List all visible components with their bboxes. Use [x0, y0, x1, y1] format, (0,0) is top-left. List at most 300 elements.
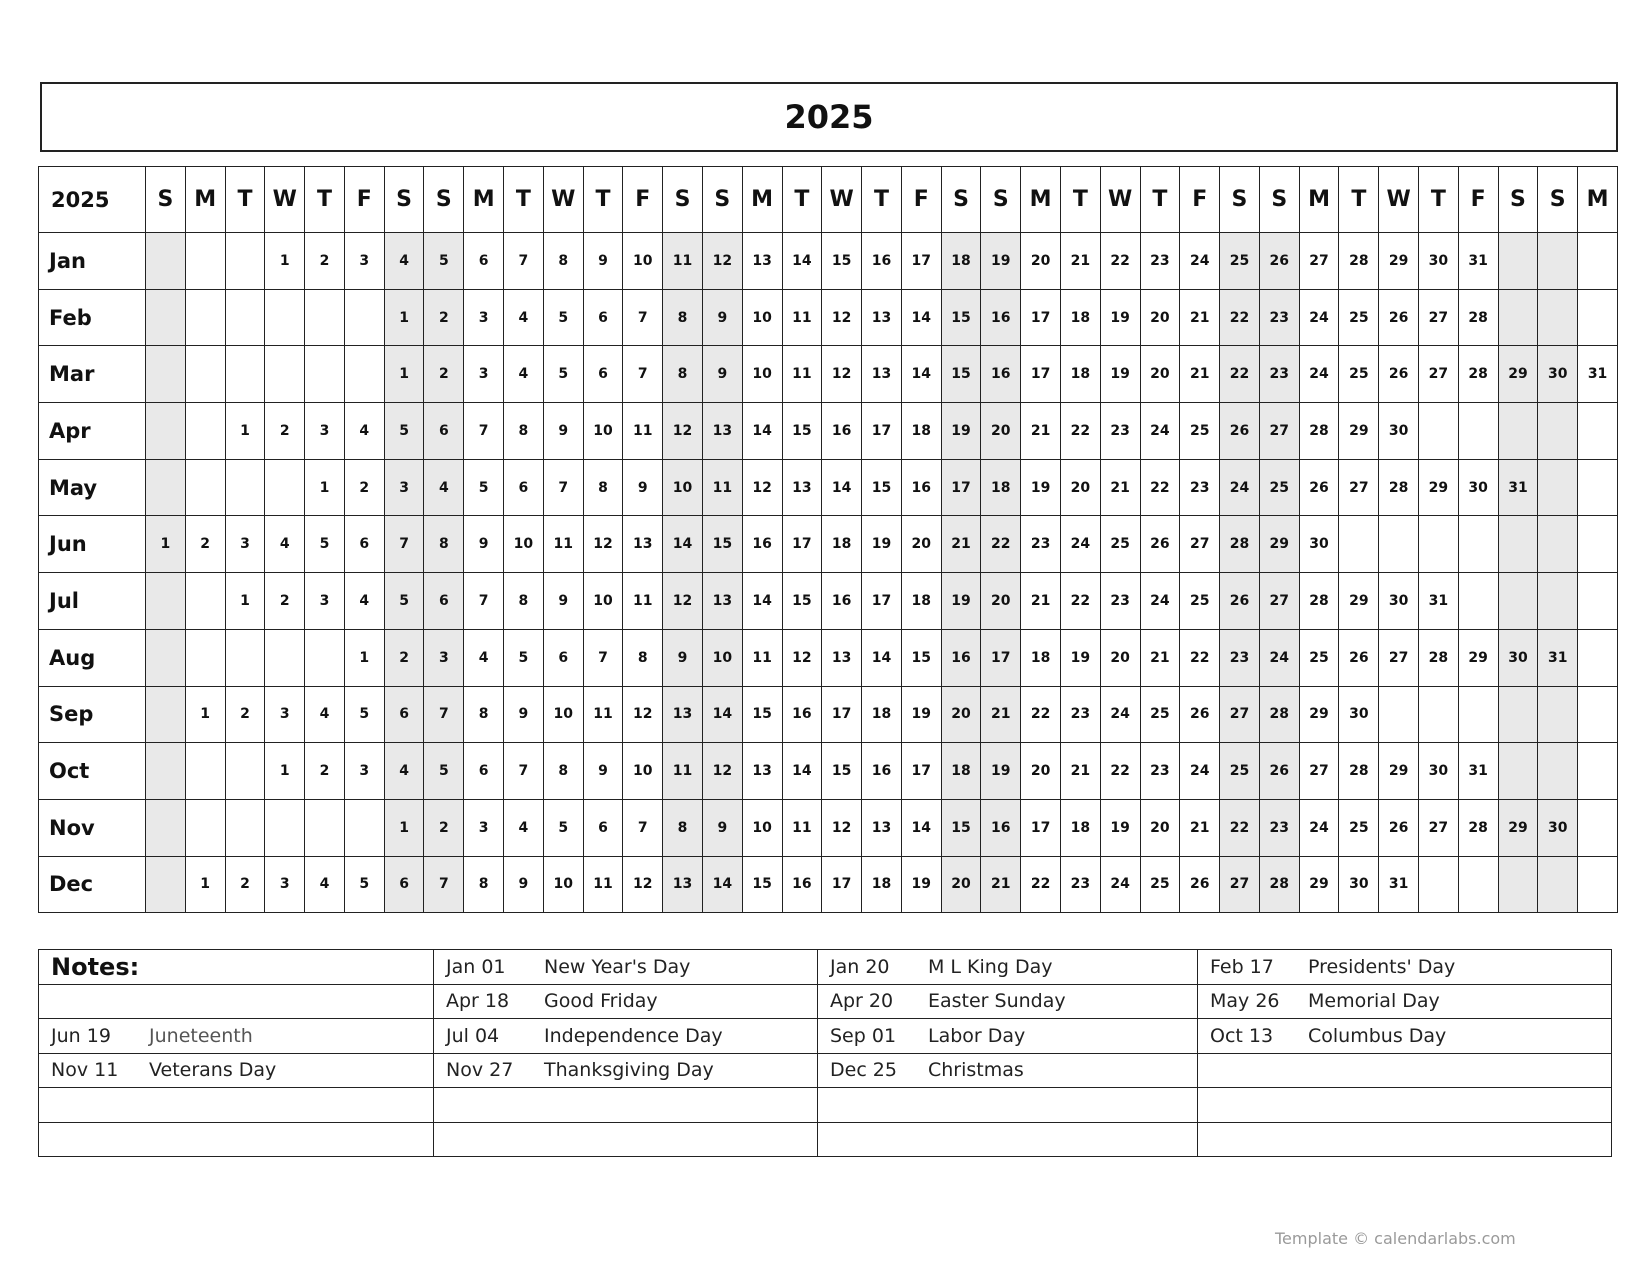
day-cell: 11 [782, 346, 822, 403]
empty-day-cell [185, 289, 225, 346]
weekday-header: S [1220, 167, 1260, 233]
day-cell: 30 [1379, 573, 1419, 630]
day-cell: 7 [464, 403, 504, 460]
empty-day-cell [305, 799, 345, 856]
day-cell: 24 [1140, 573, 1180, 630]
day-cell: 29 [1299, 856, 1339, 913]
day-cell: 18 [1060, 346, 1100, 403]
holiday-name: Juneteenth [149, 1024, 253, 1047]
day-cell: 27 [1180, 516, 1220, 573]
month-row-feb [39, 289, 1618, 346]
day-cell: 26 [1259, 233, 1299, 290]
note-blank-cell [1198, 1088, 1612, 1123]
month-label: Oct [39, 743, 146, 800]
day-cell: 25 [1140, 856, 1180, 913]
day-cell: 29 [1419, 459, 1459, 516]
empty-day-cell [1419, 403, 1459, 460]
day-cell: 12 [623, 686, 663, 743]
day-cell: 7 [464, 573, 504, 630]
day-cell: 1 [225, 403, 265, 460]
day-cell: 26 [1299, 459, 1339, 516]
day-cell: 16 [782, 686, 822, 743]
day-cell: 17 [822, 686, 862, 743]
holiday-date: Apr 20 [830, 990, 894, 1013]
day-cell: 11 [623, 573, 663, 630]
holiday-date: Oct 13 [1210, 1024, 1274, 1047]
day-cell: 21 [1180, 346, 1220, 403]
day-cell: 3 [225, 516, 265, 573]
day-cell: 3 [305, 403, 345, 460]
holiday-name: Presidents' Day [1308, 955, 1456, 978]
empty-day-cell [1458, 403, 1498, 460]
day-cell: 28 [1299, 573, 1339, 630]
day-cell: 27 [1419, 289, 1459, 346]
day-cell: 20 [941, 856, 981, 913]
day-cell: 9 [583, 233, 623, 290]
day-cell: 14 [742, 573, 782, 630]
day-cell: 9 [504, 686, 544, 743]
day-cell: 1 [185, 856, 225, 913]
empty-day-cell [265, 629, 305, 686]
day-cell: 12 [663, 403, 703, 460]
month-label: Mar [39, 346, 146, 403]
notes-row [39, 984, 1612, 1019]
day-cell: 30 [1419, 743, 1459, 800]
empty-day-cell [1578, 856, 1618, 913]
day-cell: 8 [504, 403, 544, 460]
day-cell: 23 [1259, 799, 1299, 856]
day-cell: 7 [623, 346, 663, 403]
day-cell: 4 [344, 573, 384, 630]
day-cell: 19 [941, 573, 981, 630]
day-cell: 1 [384, 289, 424, 346]
day-cell: 25 [1180, 403, 1220, 460]
day-cell: 24 [1100, 856, 1140, 913]
day-cell: 17 [941, 459, 981, 516]
day-cell: 8 [623, 629, 663, 686]
day-cell: 30 [1379, 403, 1419, 460]
day-cell: 29 [1259, 516, 1299, 573]
day-cell: 2 [305, 743, 345, 800]
day-cell: 9 [543, 573, 583, 630]
day-cell: 26 [1220, 403, 1260, 460]
month-label: Sep [39, 686, 146, 743]
day-cell: 26 [1379, 346, 1419, 403]
day-cell: 5 [344, 856, 384, 913]
day-cell: 26 [1140, 516, 1180, 573]
empty-day-cell [185, 403, 225, 460]
day-cell: 27 [1259, 573, 1299, 630]
weekday-header: T [782, 167, 822, 233]
day-cell: 6 [583, 346, 623, 403]
empty-day-cell [1538, 403, 1578, 460]
day-cell: 8 [543, 233, 583, 290]
weekday-header: S [424, 167, 464, 233]
note-blank-cell [434, 1122, 818, 1157]
day-cell: 27 [1419, 346, 1459, 403]
day-cell: 28 [1259, 686, 1299, 743]
day-cell: 30 [1458, 459, 1498, 516]
day-cell: 18 [901, 573, 941, 630]
day-cell: 14 [862, 629, 902, 686]
day-cell: 20 [1140, 346, 1180, 403]
day-cell: 1 [265, 233, 305, 290]
empty-day-cell [1538, 516, 1578, 573]
day-cell: 18 [1060, 289, 1100, 346]
empty-day-cell [1578, 573, 1618, 630]
day-cell: 8 [504, 573, 544, 630]
day-cell: 4 [305, 686, 345, 743]
day-cell: 5 [464, 459, 504, 516]
day-cell: 10 [742, 799, 782, 856]
day-cell: 2 [305, 233, 345, 290]
day-cell: 28 [1339, 743, 1379, 800]
day-cell: 25 [1180, 573, 1220, 630]
notes-row [39, 1088, 1612, 1123]
empty-day-cell [1498, 516, 1538, 573]
day-cell: 7 [384, 516, 424, 573]
day-cell: 7 [623, 289, 663, 346]
day-cell: 20 [941, 686, 981, 743]
day-cell: 9 [702, 289, 742, 346]
day-cell: 24 [1220, 459, 1260, 516]
day-cell: 11 [583, 686, 623, 743]
day-cell: 19 [941, 403, 981, 460]
day-cell: 23 [1100, 573, 1140, 630]
day-cell: 13 [702, 403, 742, 460]
day-cell: 22 [1220, 289, 1260, 346]
day-cell: 24 [1180, 233, 1220, 290]
day-cell: 28 [1339, 233, 1379, 290]
day-cell: 18 [822, 516, 862, 573]
note-blank-cell [434, 1088, 818, 1123]
holiday-entry [434, 1053, 818, 1088]
day-cell: 11 [583, 856, 623, 913]
day-cell: 26 [1180, 856, 1220, 913]
day-cell: 12 [702, 233, 742, 290]
day-cell: 18 [1060, 799, 1100, 856]
day-cell: 23 [1259, 346, 1299, 403]
month-label: Nov [39, 799, 146, 856]
holiday-name: M L King Day [928, 955, 1053, 978]
note-blank-cell [1198, 1053, 1612, 1088]
weekday-header: S [146, 167, 186, 233]
day-cell: 15 [782, 403, 822, 460]
weekday-header: T [1060, 167, 1100, 233]
day-cell: 16 [822, 573, 862, 630]
day-cell: 17 [901, 743, 941, 800]
month-label: Jan [39, 233, 146, 290]
weekday-header: W [822, 167, 862, 233]
day-cell: 13 [702, 573, 742, 630]
month-row-dec [39, 856, 1618, 913]
day-cell: 19 [862, 516, 902, 573]
day-cell: 6 [464, 233, 504, 290]
day-cell: 9 [702, 799, 742, 856]
empty-day-cell [1458, 516, 1498, 573]
empty-day-cell [1458, 686, 1498, 743]
day-cell: 14 [901, 346, 941, 403]
weekday-header: F [623, 167, 663, 233]
empty-day-cell [1578, 629, 1618, 686]
day-cell: 7 [583, 629, 623, 686]
day-cell: 1 [384, 346, 424, 403]
day-cell: 5 [384, 573, 424, 630]
day-cell: 13 [623, 516, 663, 573]
weekday-header: W [265, 167, 305, 233]
empty-day-cell [225, 289, 265, 346]
holiday-date: Jul 04 [446, 1024, 500, 1047]
holiday-entry [39, 1053, 434, 1088]
day-cell: 16 [981, 289, 1021, 346]
day-cell: 26 [1259, 743, 1299, 800]
empty-day-cell [185, 799, 225, 856]
day-cell: 9 [623, 459, 663, 516]
empty-day-cell [305, 289, 345, 346]
day-cell: 7 [504, 233, 544, 290]
day-cell: 19 [901, 856, 941, 913]
day-cell: 4 [504, 346, 544, 403]
day-cell: 27 [1419, 799, 1459, 856]
note-blank-cell [1198, 1122, 1612, 1157]
day-cell: 3 [384, 459, 424, 516]
notes-table [38, 949, 1612, 1157]
day-cell: 26 [1379, 289, 1419, 346]
notes-row [39, 1053, 1612, 1088]
day-cell: 22 [1100, 233, 1140, 290]
day-cell: 4 [504, 289, 544, 346]
day-cell: 1 [185, 686, 225, 743]
day-cell: 26 [1180, 686, 1220, 743]
holiday-name: Easter Sunday [928, 990, 1066, 1013]
day-cell: 3 [344, 233, 384, 290]
weekday-header: S [663, 167, 703, 233]
day-cell: 8 [663, 799, 703, 856]
empty-day-cell [225, 233, 265, 290]
day-cell: 25 [1259, 459, 1299, 516]
day-cell: 14 [822, 459, 862, 516]
day-cell: 24 [1299, 346, 1339, 403]
day-cell: 21 [941, 516, 981, 573]
day-cell: 4 [265, 516, 305, 573]
day-cell: 1 [344, 629, 384, 686]
holiday-date: Nov 27 [446, 1059, 514, 1082]
day-cell: 9 [702, 346, 742, 403]
empty-day-cell [225, 799, 265, 856]
holiday-entry [818, 1053, 1198, 1088]
day-cell: 3 [344, 743, 384, 800]
day-cell: 27 [1259, 403, 1299, 460]
day-cell: 8 [424, 516, 464, 573]
day-cell: 25 [1100, 516, 1140, 573]
day-cell: 10 [504, 516, 544, 573]
day-cell: 13 [862, 799, 902, 856]
day-cell: 14 [663, 516, 703, 573]
day-cell: 10 [742, 289, 782, 346]
empty-day-cell [1339, 516, 1379, 573]
weekday-header: S [1538, 167, 1578, 233]
day-cell: 13 [862, 289, 902, 346]
empty-day-cell [344, 346, 384, 403]
footer-credit: Template © calendarlabs.com [1275, 1229, 1516, 1248]
month-row-apr [39, 403, 1618, 460]
day-cell: 8 [583, 459, 623, 516]
day-cell: 7 [543, 459, 583, 516]
day-cell: 2 [424, 799, 464, 856]
day-cell: 28 [1458, 799, 1498, 856]
month-row-nov [39, 799, 1618, 856]
day-cell: 25 [1339, 289, 1379, 346]
day-cell: 31 [1498, 459, 1538, 516]
day-cell: 29 [1379, 743, 1419, 800]
day-cell: 29 [1339, 403, 1379, 460]
day-cell: 25 [1339, 346, 1379, 403]
day-cell: 17 [862, 403, 902, 460]
day-cell: 21 [1060, 233, 1100, 290]
month-row-jan [39, 233, 1618, 290]
day-cell: 21 [1021, 403, 1061, 460]
day-cell: 19 [1100, 289, 1140, 346]
day-cell: 15 [941, 799, 981, 856]
holiday-entry [434, 950, 818, 985]
month-row-sep [39, 686, 1618, 743]
month-label: Feb [39, 289, 146, 346]
holiday-name: Labor Day [928, 1024, 1026, 1047]
day-cell: 31 [1578, 346, 1618, 403]
empty-day-cell [1538, 856, 1578, 913]
month-label: May [39, 459, 146, 516]
day-cell: 22 [1220, 799, 1260, 856]
day-cell: 25 [1299, 629, 1339, 686]
day-cell: 31 [1379, 856, 1419, 913]
day-cell: 16 [862, 743, 902, 800]
empty-day-cell [225, 346, 265, 403]
weekday-header: F [901, 167, 941, 233]
empty-day-cell [225, 459, 265, 516]
day-cell: 13 [742, 743, 782, 800]
day-cell: 1 [265, 743, 305, 800]
empty-day-cell [146, 799, 186, 856]
day-cell: 10 [583, 403, 623, 460]
day-cell: 6 [424, 573, 464, 630]
day-cell: 3 [464, 289, 504, 346]
holiday-name: Independence Day [544, 1024, 723, 1047]
weekday-header: F [344, 167, 384, 233]
day-cell: 24 [1180, 743, 1220, 800]
note-blank-cell [39, 984, 434, 1019]
day-cell: 4 [424, 459, 464, 516]
empty-day-cell [344, 289, 384, 346]
holiday-date: Jan 20 [830, 955, 890, 978]
day-cell: 11 [782, 799, 822, 856]
day-cell: 15 [941, 346, 981, 403]
day-cell: 5 [543, 289, 583, 346]
day-cell: 21 [1180, 799, 1220, 856]
day-cell: 29 [1299, 686, 1339, 743]
empty-day-cell [1538, 686, 1578, 743]
day-cell: 25 [1339, 799, 1379, 856]
day-cell: 3 [305, 573, 345, 630]
month-row-oct [39, 743, 1618, 800]
empty-day-cell [1578, 743, 1618, 800]
empty-day-cell [1419, 856, 1459, 913]
month-row-aug [39, 629, 1618, 686]
day-cell: 22 [1180, 629, 1220, 686]
day-cell: 6 [583, 799, 623, 856]
day-cell: 10 [543, 856, 583, 913]
day-cell: 4 [504, 799, 544, 856]
day-cell: 19 [981, 233, 1021, 290]
day-cell: 16 [981, 346, 1021, 403]
day-cell: 2 [265, 573, 305, 630]
empty-day-cell [1498, 233, 1538, 290]
day-cell: 14 [901, 799, 941, 856]
day-cell: 11 [543, 516, 583, 573]
day-cell: 3 [265, 686, 305, 743]
holiday-name: Memorial Day [1308, 990, 1440, 1013]
day-cell: 15 [941, 289, 981, 346]
day-cell: 14 [702, 686, 742, 743]
day-cell: 13 [742, 233, 782, 290]
note-blank-cell [818, 1122, 1198, 1157]
day-cell: 15 [742, 856, 782, 913]
day-cell: 2 [265, 403, 305, 460]
day-cell: 31 [1419, 573, 1459, 630]
day-cell: 3 [464, 799, 504, 856]
day-cell: 22 [1021, 856, 1061, 913]
empty-day-cell [185, 743, 225, 800]
day-cell: 23 [1220, 629, 1260, 686]
month-label: Apr [39, 403, 146, 460]
day-cell: 12 [822, 289, 862, 346]
empty-day-cell [1498, 573, 1538, 630]
day-cell: 25 [1220, 233, 1260, 290]
day-cell: 20 [1140, 289, 1180, 346]
note-blank-cell [39, 1088, 434, 1123]
day-cell: 1 [384, 799, 424, 856]
day-cell: 23 [1180, 459, 1220, 516]
day-cell: 24 [1060, 516, 1100, 573]
month-row-may [39, 459, 1618, 516]
day-cell: 9 [583, 743, 623, 800]
day-cell: 27 [1220, 686, 1260, 743]
holiday-date: Feb 17 [1210, 955, 1274, 978]
day-cell: 9 [663, 629, 703, 686]
day-cell: 11 [782, 289, 822, 346]
empty-day-cell [344, 799, 384, 856]
empty-day-cell [146, 459, 186, 516]
weekday-header: S [1498, 167, 1538, 233]
day-cell: 30 [1339, 856, 1379, 913]
day-cell: 20 [981, 573, 1021, 630]
holiday-entry [818, 950, 1198, 985]
day-cell: 30 [1498, 629, 1538, 686]
day-cell: 28 [1299, 403, 1339, 460]
day-cell: 1 [305, 459, 345, 516]
day-cell: 2 [424, 289, 464, 346]
empty-day-cell [146, 686, 186, 743]
day-cell: 20 [1060, 459, 1100, 516]
holiday-entry [818, 984, 1198, 1019]
weekday-header: M [1299, 167, 1339, 233]
empty-day-cell [1538, 459, 1578, 516]
day-cell: 13 [782, 459, 822, 516]
empty-day-cell [265, 346, 305, 403]
empty-day-cell [1578, 403, 1618, 460]
day-cell: 22 [1100, 743, 1140, 800]
day-cell: 12 [822, 346, 862, 403]
notes-row [39, 1122, 1612, 1157]
